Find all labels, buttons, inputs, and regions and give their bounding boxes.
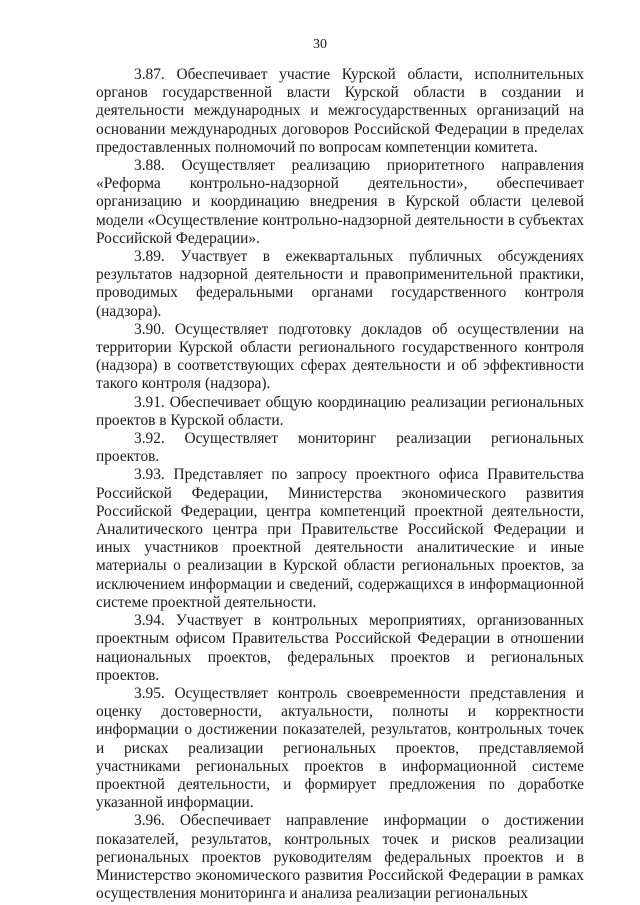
- paragraph-3-96: 3.96. Обеспечивает направление информации о достижении показателей, результатов, контрольных точек и рисков реализации региональных проектов руководителям федеральных проектов и в Министерство экономического развития Российской Федерации в рамках осуществления мониторинга и анализа реализации региональных: [96, 812, 584, 903]
- paragraph-3-89: 3.89. Участвует в ежеквартальных публичных обсуждениях результатов надзорной деятельности и правоприменительной практики, проводимых федеральными органами государственного контроля (надзора).: [96, 248, 584, 320]
- paragraph-3-90: 3.90. Осуществляет подготовку докладов об осуществлении на территории Курской области регионального государственного контроля (надзора) в соответствующих сферах деятельности и об эффективности такого контроля (надзора).: [96, 320, 584, 393]
- paragraph-3-87: 3.87. Обеспечивает участие Курской области, исполнительных органов государственной власти Курской области в создании и деятельности международных и межгосударственных организаций на основании международных договоров Российской Федерации в пределах предоставленных полномочий по вопросам компетенции комитета.: [96, 66, 584, 156]
- page-number: 30: [313, 37, 327, 52]
- paragraph-3-95: 3.95. Осуществляет контроль своевременности представления и оценку достоверности, актуальности, полноты и корректности информации о достижении показателей, результатов, контрольных точек и рисках реализации региональных проектов, представляемой участниками региональных проектов в информационной системе проектной деятельности, и формирует предложения по доработке указанной информации.: [96, 684, 584, 812]
- paragraph-3-94: 3.94. Участвует в контрольных мероприятиях, организованных проектным офисом Правительства Российской Федерации в отношении национальных проектов, федеральных проектов и региональных проектов.: [96, 612, 584, 684]
- paragraph-3-91: 3.91. Обеспечивает общую координацию реализации региональных проектов в Курской области.: [96, 393, 584, 429]
- paragraph-3-88: 3.88. Осуществляет реализацию приоритетного направления «Реформа контрольно-надзорной деятельности», обеспечивает организацию и координацию внедрения в Курской области целевой модели «Осуществление контрольно-надзорной деятельности в субъектах Российской Федерации».: [96, 157, 584, 247]
- paragraph-3-93: 3.93. Представляет по запросу проектного офиса Правительства Российской Федерации, Министерства экономического развития Российской Федерации, центра компетенций проектной деятельности, Аналитического центра при Правительстве Российской Федерации и иных участников проектной деятельности аналитические и иные материалы о реализации в Курской области региональных проектов, за исключением информации и сведений, содержащихся в информационной системе проектной деятельности.: [96, 466, 584, 611]
- paragraph-3-92: 3.92. Осуществляет мониторинг реализации региональных проектов.: [96, 430, 584, 466]
- document-body: [96, 66, 584, 903]
